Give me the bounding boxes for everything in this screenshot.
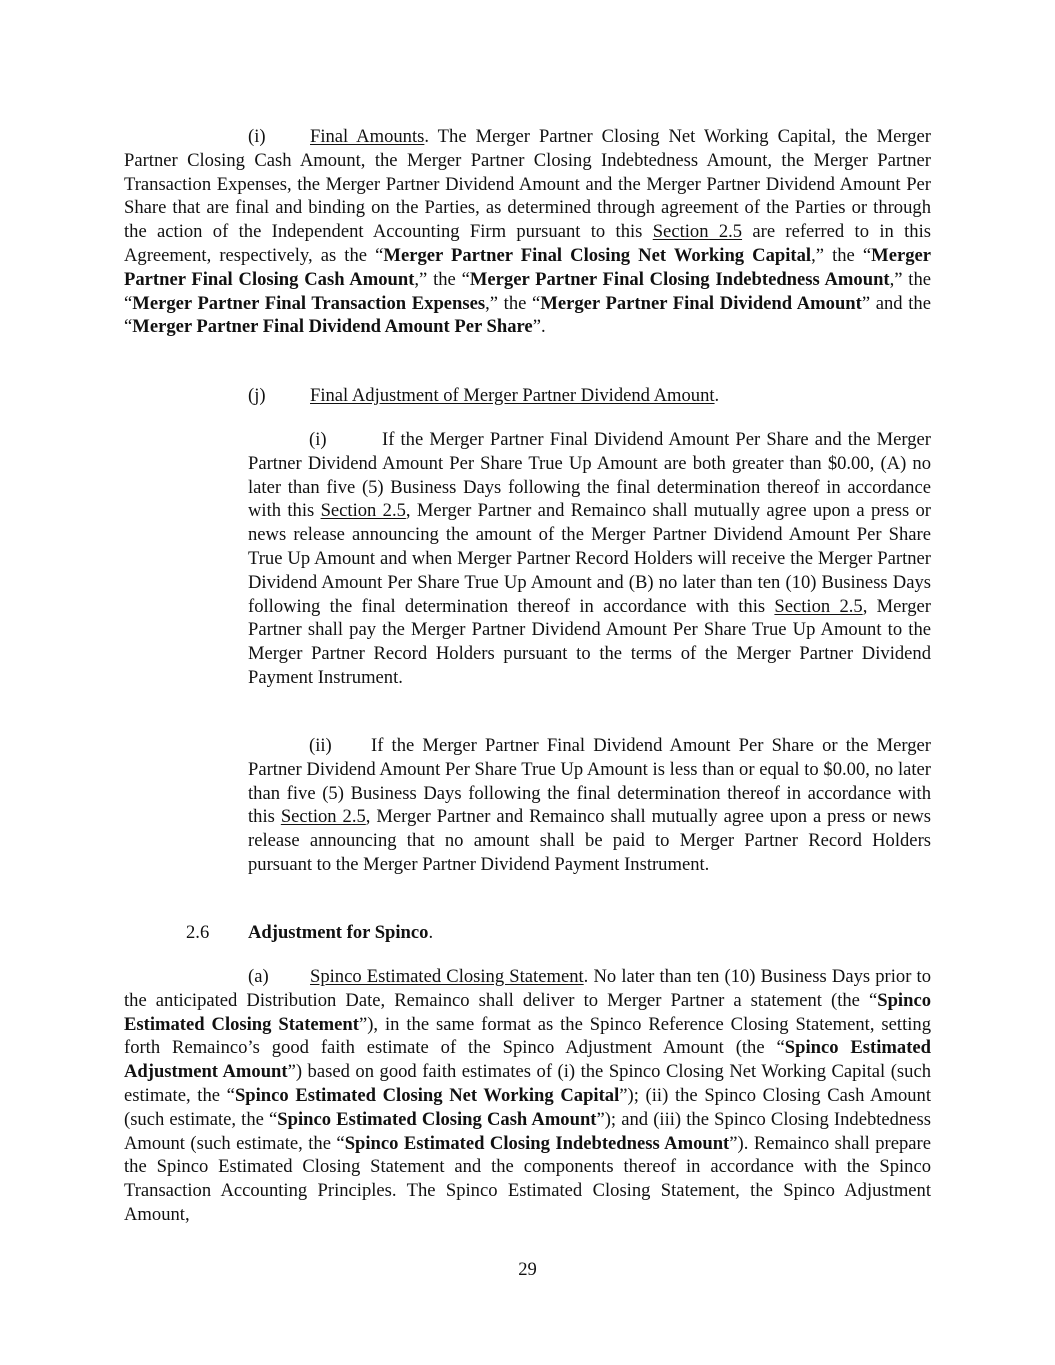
paragraph-text: . No later than ten (10) Business Days prior to the anticipated Distribution Date, Remainco shall deliver to Merger Partner a statement (the “ <box>124 966 931 1011</box>
paragraph-text: are referred to in this Agreement, respectively, as the “ <box>124 221 931 266</box>
section-number: 2.6 <box>186 922 210 943</box>
defined-term: Spinco Estimated Closing Statement <box>124 989 931 1035</box>
section-reference: Section 2.5 <box>280 806 366 828</box>
defined-term: Merger Partner Final Closing Net Working Capital <box>383 244 812 266</box>
defined-term: Spinco Estimated Adjustment Amount <box>124 1037 931 1083</box>
paragraph-label: (ii) <box>309 735 332 756</box>
section-reference: Section 2.5 <box>652 221 743 243</box>
defined-term: Merger Partner Final Transaction Expenses <box>132 292 486 314</box>
paragraph-text: ,” the “ <box>414 268 470 290</box>
paragraph-heading: Spinco Estimated Closing Statement <box>310 966 584 987</box>
section-reference: Section 2.5 <box>320 500 406 522</box>
section-2-6-heading <box>124 921 931 945</box>
paragraph-heading: Final Adjustment of Merger Partner Dividend Amount <box>310 385 715 406</box>
paragraph-label: (a) <box>248 966 269 987</box>
paragraph-j-heading <box>124 384 931 408</box>
defined-term: Merger Partner Final Closing Indebtedness Amount <box>469 268 890 290</box>
paragraph-heading: Final Amounts <box>310 126 425 147</box>
defined-term: Spinco Estimated Closing Cash Amount <box>277 1108 597 1130</box>
paragraph-text: ”); (ii) the Spinco Closing Cash Amount (such estimate, the “ <box>124 1084 931 1130</box>
paragraph-label: (j) <box>248 385 266 406</box>
paragraph-text: ”), in the same format as the Spinco Reference Closing Statement, setting forth Remainco’s good faith estimate of the Spinco Adjustment Amount (the “ <box>124 1013 931 1059</box>
paragraph-text: ”) based on good faith estimates of (i) the Spinco Closing Net Working Capital (such estimate, the “ <box>124 1061 932 1106</box>
paragraph-a-spinco-estimated-closing-statement <box>124 965 931 1227</box>
defined-term: Merger Partner Final Dividend Amount <box>540 292 862 314</box>
defined-term: Spinco Estimated Closing Indebtedness Amount <box>344 1132 730 1154</box>
section-title: Adjustment for Spinco <box>248 922 429 943</box>
defined-term: Spinco Estimated Closing Net Working Capital <box>234 1084 620 1106</box>
paragraph-text: , Merger Partner and Remainco shall mutually agree upon a press or news release announcing that no amount shall be paid to Merger Partner Record Holders pursuant to the Merger Partner Dividend Payment Instrument. <box>248 806 931 875</box>
paragraph-text: . <box>428 922 434 943</box>
paragraph-text: ” and the “ <box>124 292 931 338</box>
paragraph-text: ,” the “ <box>485 292 541 314</box>
paragraph-text: ”); and (iii) the Spinco Closing Indebtedness Amount (such estimate, the “ <box>124 1108 931 1154</box>
paragraph-text: ,” the “ <box>124 268 932 314</box>
paragraph-text: If the Merger Partner Final Dividend Amount Per Share and the Merger Partner Dividend Amount Per Share True Up Amount are both greater than $0.00, (A) no later than five (5) Business Days following the final determination thereof in accordance with this <box>248 429 931 522</box>
paragraph-text: . The Merger Partner Closing Net Working Capital, the Merger Partner Closing Cash Amount, the Merger Partner Closing Indebtedness Amount, the Merger Partner Transaction Expenses, the Merger Partner Dividend Amount and the Merger Partner Dividend Amount Per Share that are final and binding on the Parties, as determined through agreement of the Parties or through the action of the Independent Accounting Firm pursuant to this <box>124 126 931 243</box>
paragraph-i-final-amounts <box>124 125 931 339</box>
section-reference: Section 2.5 <box>774 595 863 617</box>
paragraph-text: , Merger Partner shall pay the Merger Partner Dividend Amount Per Share True Up Amount to the Merger Partner Record Holders pursuant to the terms of the Merger Partner Dividend Payment Instrument. <box>248 595 932 688</box>
paragraph-j-ii <box>248 734 931 877</box>
paragraph-text: ”. <box>532 316 546 338</box>
paragraph-text: , Merger Partner and Remainco shall mutually agree upon a press or news release announcing the amount of the Merger Partner Dividend Amount Per Share True Up Amount and when Merger Partner Record Holders will receive the Merger Partner Dividend Amount Per Share True Up Amount and (B) no later than ten (10) Business Days following the final determination thereof in accordance with this <box>248 500 931 617</box>
paragraph-text: If the Merger Partner Final Dividend Amount Per Share or the Merger Partner Dividend Amount Per Share True Up Amount is less than or equal to $0.00, no later than five (5) Business Days following the final determination thereof in accordance with this <box>248 735 931 828</box>
paragraph-text: . <box>714 385 720 406</box>
paragraph-text: ”). Remainco shall prepare the Spinco Estimated Closing Statement and the components thereof in accordance with the Spinco Transaction Accounting Principles. The Spinco Estimated Closing Statement, the Spinco Adjustment Amount, <box>124 1132 931 1225</box>
paragraph-text: ,” the “ <box>811 244 872 266</box>
paragraph-j-i <box>248 428 931 690</box>
defined-term: Merger Partner Final Dividend Amount Per Share <box>132 316 533 338</box>
defined-term: Merger Partner Final Closing Cash Amount <box>124 244 932 290</box>
page-number: 29 <box>518 1259 537 1280</box>
paragraph-label: (i) <box>248 126 266 147</box>
paragraph-label: (i) <box>309 429 327 450</box>
